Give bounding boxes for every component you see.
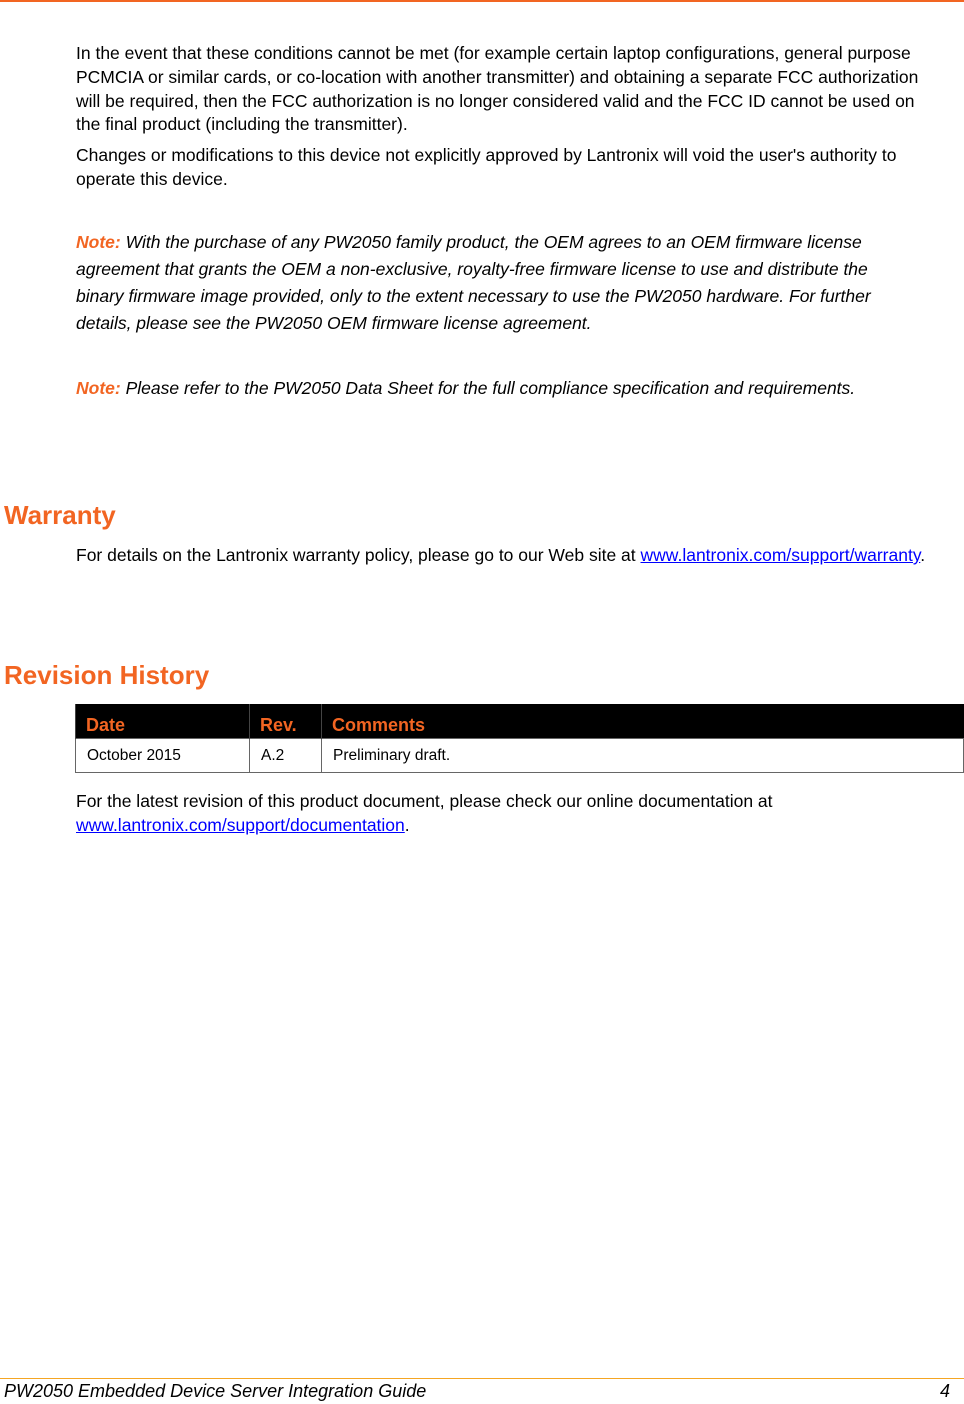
warranty-text-body: For details on the Lantronix warranty policy, please go to our Web site at <box>76 545 641 565</box>
cell-comments: Preliminary draft. <box>322 739 964 773</box>
warranty-suffix: . <box>920 545 926 565</box>
compliance-paragraph-2: Changes or modifications to this device not explicitly approved by Lantronix will void the user's authority to operate this device. <box>76 145 897 189</box>
documentation-text <box>76 789 936 837</box>
revision-table-header-row <box>76 704 964 739</box>
cell-rev: A.2 <box>250 739 322 773</box>
note-data-sheet <box>76 375 876 402</box>
header-rule <box>0 0 964 2</box>
column-header-rev: Rev. <box>250 704 322 739</box>
documentation-suffix: . <box>404 815 410 835</box>
documentation-text-body: For the latest revision of this product document, please check our online documentation at <box>76 791 773 811</box>
footer-document-title: PW2050 Embedded Device Server Integration Guide <box>4 1381 427 1401</box>
column-header-comments: Comments <box>322 704 964 739</box>
revision-history-heading: Revision History <box>4 660 210 690</box>
warranty-text <box>76 543 936 567</box>
note-label: Note: <box>76 378 121 398</box>
documentation-link[interactable]: www.lantronix.com/support/documentation <box>76 815 405 835</box>
table-row <box>76 739 964 773</box>
footer-page-number: 4 <box>939 1381 950 1401</box>
column-header-date: Date <box>76 704 250 739</box>
warranty-link[interactable]: www.lantronix.com/support/warranty <box>640 545 921 565</box>
note-text: With the purchase of any PW2050 family product, the OEM agrees to an OEM firmware license agreement that grants the OEM a non-exclusive, royalty-free firmware license to use and distribute the binary firmware image provided, only to the extent necessary to use the PW2050 hardware. For further details, please see the PW2050 OEM firmware license agreement. <box>76 232 871 333</box>
note-text: Please refer to the PW2050 Data Sheet for the full compliance specification and requirements. <box>120 378 856 398</box>
footer-rule <box>0 1378 964 1379</box>
cell-date: October 2015 <box>76 739 250 773</box>
compliance-paragraph-1: In the event that these conditions cannot be met (for example certain laptop configurations, general purpose PCMCIA or similar cards, or co-location with another transmitter) and obtaining a separate FCC authorization will be required, then the FCC authorization is no longer considered valid and the FCC ID cannot be used on the final product (including the transmitter). <box>76 43 919 135</box>
note-firmware-license <box>76 229 876 337</box>
compliance-section <box>76 42 936 192</box>
warranty-heading: Warranty <box>4 500 116 530</box>
revision-table <box>75 704 964 773</box>
note-label: Note: <box>76 232 121 252</box>
